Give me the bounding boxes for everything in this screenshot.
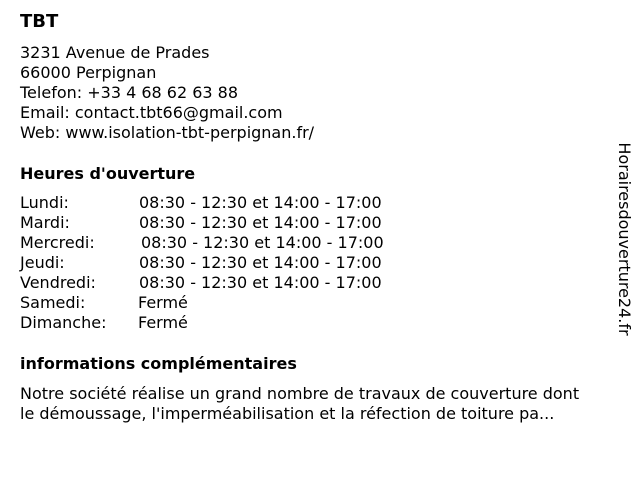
- day-hours: 08:30 - 12:30 et 14:00 - 17:00: [139, 213, 382, 232]
- address-block: [20, 43, 314, 143]
- day-label: Dimanche:: [20, 313, 107, 332]
- address-street: 3231 Avenue de Prades: [20, 43, 210, 62]
- hours-heading: Heures d'ouverture: [20, 164, 196, 183]
- day-label: Mercredi:: [20, 233, 95, 252]
- phone-line: Telefon: +33 4 68 62 63 88: [20, 83, 239, 102]
- day-label: Mardi:: [20, 213, 70, 232]
- day-hours: 08:30 - 12:30 et 14:00 - 17:00: [139, 193, 382, 212]
- day-label: Lundi:: [20, 193, 69, 212]
- email-line: Email: contact.tbt66@gmail.com: [20, 103, 283, 122]
- day-hours: 08:30 - 12:30 et 14:00 - 17:00: [139, 253, 382, 272]
- day-hours: Fermé: [138, 313, 188, 332]
- description-text: [20, 384, 632, 424]
- day-hours: Fermé: [138, 293, 188, 312]
- web-line: Web: www.isolation-tbt-perpignan.fr/: [20, 123, 315, 142]
- day-label: Vendredi:: [20, 273, 96, 292]
- description-line-1: Notre société réalise un grand nombre de travaux de couverture dont: [20, 384, 580, 403]
- business-name: TBT: [20, 11, 59, 32]
- description-line-2: le démoussage, l'imperméabilisation et la réfection de toiture pa...: [20, 404, 555, 423]
- day-label: Jeudi:: [20, 253, 65, 272]
- info-heading: informations complémentaires: [20, 354, 297, 373]
- watermark-text: Horairesdouverture24.fr: [615, 142, 634, 336]
- day-hours: 08:30 - 12:30 et 14:00 - 17:00: [141, 233, 384, 252]
- address-city: 66000 Perpignan: [20, 63, 157, 82]
- day-hours: 08:30 - 12:30 et 14:00 - 17:00: [139, 273, 382, 292]
- day-label: Samedi:: [20, 293, 86, 312]
